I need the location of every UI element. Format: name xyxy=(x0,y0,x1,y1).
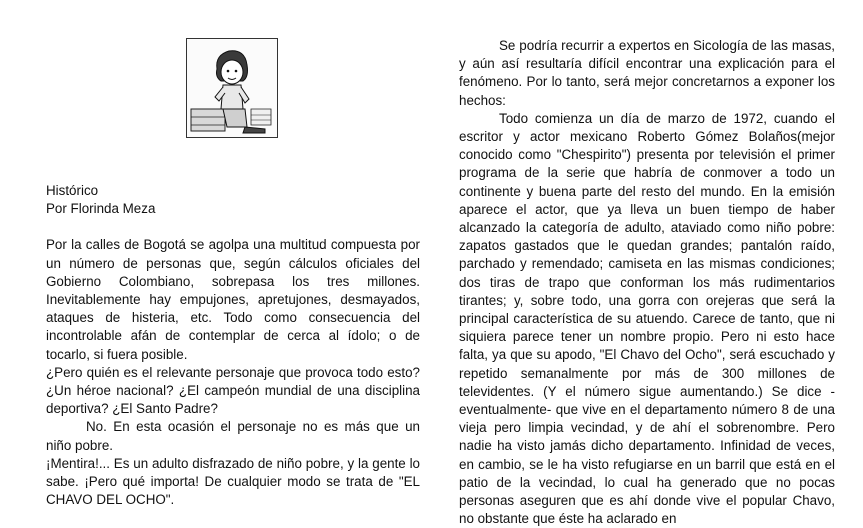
paragraph: ¡Mentira!... Es un adulto disfrazado de niño pobre, y la gente lo sabe. ¡Pero qué importa! De cualquier modo se trata de "EL CHAVO DEL OCHO". xyxy=(46,455,420,508)
paragraph: ¿Pero quién es el relevante personaje que provoca todo esto? ¿Un héroe nacional? ¿El campeón mundial de una disciplina deportiva? ¿El Santo Padre? xyxy=(46,364,420,417)
left-column xyxy=(46,182,420,509)
paragraph: No. En esta ocasión el personaje no es más que un niño pobre. xyxy=(46,419,420,453)
paragraph: Por la calles de Bogotá se agolpa una multitud compuesta por un número de personas que, según cálculos oficiales del Gobierno Colombiano, sobrepasa los tres millones. Inevitablemente hay empujones, apretujones, desmayados, ataques de histeria, etc. Todo como consecuencia del incontrolable afán de contemplar de cerca al ídolo; o de tocarlo, si fuera posible. xyxy=(46,237,420,362)
paragraph: Se podría recurrir a expertos en Sicología de las masas, y aún así resultaría difícil encontrar una explicación para el fenómeno. Por lo tanto, será mejor concretarnos a exponer los hechos: xyxy=(459,38,835,108)
paragraph: Todo comienza un día de marzo de 1972, cuando el escritor y actor mexicano Roberto Gómez Bolaños(mejor conocido como "Chespirito") presenta por televisión el primer programa de la serie que habría de conmover a todo un continente y buena parte del resto del mundo. En la emisión aparece el actor, que ya lleva un buen tiempo de haber alcanzado la categoría de adulto, ataviado como niño pobre: zapatos gastados que le quedan grandes; pantalón raído, parchado y remendado; camiseta en las mismas condiciones; dos tiras de trapo que conforman los más rudimentarios tirantes; y, sobre todo, una gorra con orejeras que será la principal característica de su atuendo. Carece de tanto, que ni siquiera parece tener un nombre propio. Pero ni esto hace falta, ya que su apodo, "El Chavo del Ocho", será escuchado y repetido semanalmente por más de 300 millones de televidentes. (Y el número sigue aumentando.) Se dice -eventualmente- que vive en el departamento número 8 de una vieja pero limpia vecindad, y de ahí el sobrenombre. Pero nadie ha visto jamás dicho departamento. Infinidad de veces, en cambio, se le ha visto refugiarse en un barril que está en el patio de la vecindad, lo cual ha generado que no pocas personas aseguren que es ahí donde vive el popular Chavo, no obstante que éste ha aclarado en xyxy=(459,110,835,527)
byline: Por Florinda Meza xyxy=(46,201,156,217)
spacer xyxy=(46,218,420,236)
chavo-illustration xyxy=(186,38,278,138)
section-label: Histórico xyxy=(46,183,99,198)
right-column xyxy=(459,37,835,528)
